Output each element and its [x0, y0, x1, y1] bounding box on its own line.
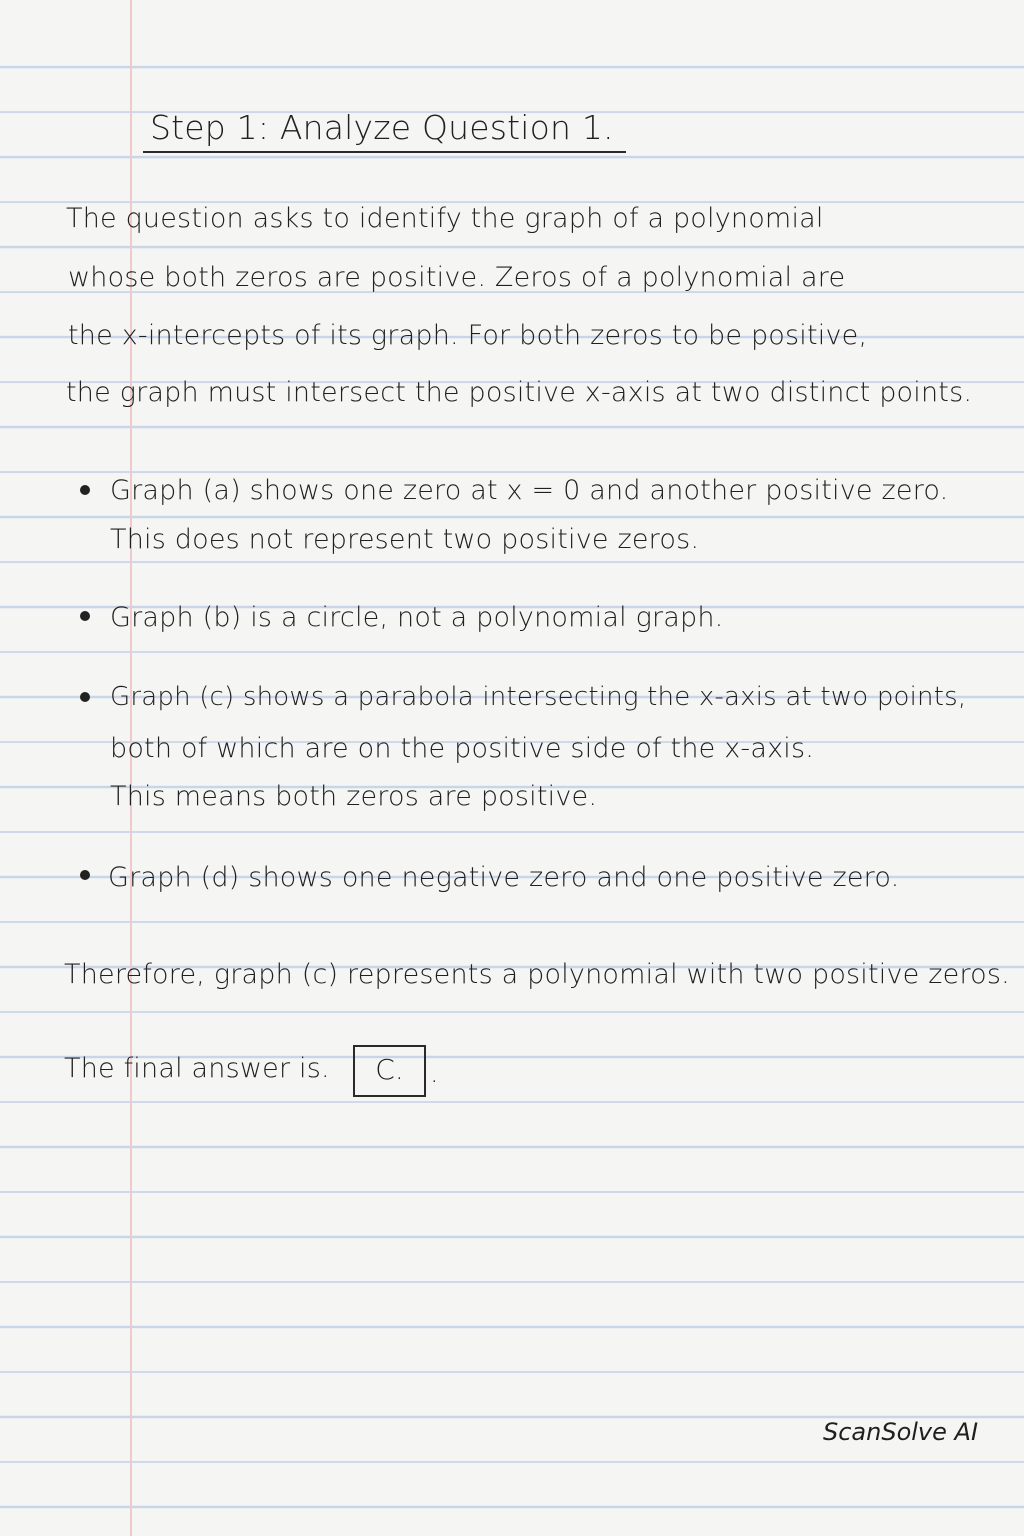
answer-value: C. — [375, 1053, 404, 1086]
bullet-c-line-2: both of which are on the positive side of the x-axis. — [110, 733, 815, 764]
title-underline — [143, 151, 626, 153]
bullet-d-line-1: Graph (d) shows one negative zero and one positive zero. — [108, 862, 900, 893]
answer-box — [353, 1045, 426, 1097]
bullet-c-line-3: This means both zeros are positive. — [110, 781, 598, 812]
conclusion-text: Therefore, graph (c) represents a polynomial with two positive zeros. — [64, 959, 1010, 990]
bullet-c-line-1: Graph (c) shows a parabola intersecting the x-axis at two points, — [110, 682, 967, 712]
bullet-a-line-2: This does not represent two positive zeros. — [110, 524, 700, 555]
bullet-a-line-1: Graph (a) shows one zero at x = 0 and another positive zero. — [110, 475, 949, 506]
brand-watermark: ScanSolve AI — [823, 1418, 979, 1446]
bullet-dot-a — [80, 485, 90, 495]
intro-line-1: The question asks to identify the graph of a polynomial — [66, 203, 824, 234]
step-title: Step 1: Analyze Question 1. — [150, 108, 614, 147]
intro-line-4: the graph must intersect the positive x-axis at two distinct points. — [66, 377, 973, 408]
final-answer-period: . — [430, 1058, 439, 1089]
intro-line-3: the x-intercepts of its graph. For both zeros to be positive, — [68, 320, 868, 351]
bullet-dot-d — [80, 870, 90, 880]
bullet-b-line-1: Graph (b) is a circle, not a polynomial graph. — [110, 602, 724, 633]
final-answer-label: The final answer is. — [64, 1053, 330, 1084]
bullet-dot-c — [80, 692, 90, 702]
bullet-dot-b — [80, 611, 90, 621]
intro-line-2: whose both zeros are positive. Zeros of a polynomial are — [68, 262, 846, 293]
